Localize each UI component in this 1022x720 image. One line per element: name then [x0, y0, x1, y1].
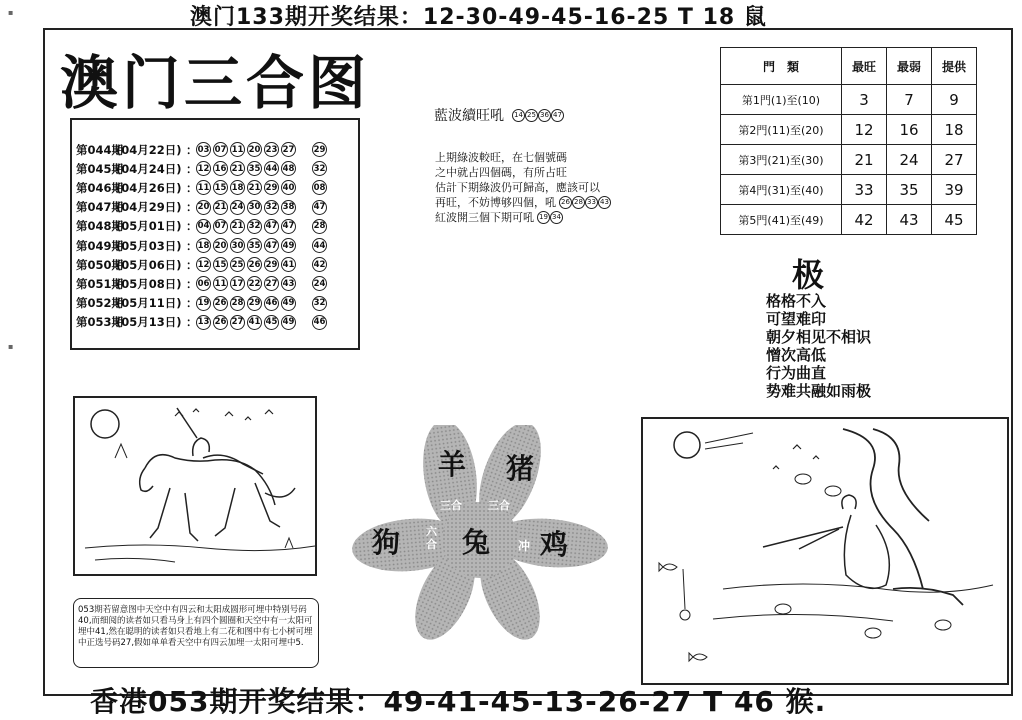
- number-ball: 25: [230, 257, 245, 272]
- special-number-ball: 32: [312, 161, 327, 176]
- poem-title: 极: [792, 256, 825, 294]
- history-period: 第053期: [76, 315, 124, 330]
- zone-range-cell: 第5門(41)至(49): [721, 205, 842, 235]
- sanhe-label: 三合: [440, 499, 462, 512]
- zone-range-cell: 第1門(1)至(10): [721, 85, 842, 115]
- birds-icon: [773, 445, 819, 469]
- history-numbers: [196, 315, 298, 330]
- zodiac-goat: 羊: [438, 448, 467, 481]
- scan-mark: ▪: [8, 342, 14, 351]
- number-ball: 48: [281, 161, 296, 176]
- number-ball: 22: [247, 276, 262, 291]
- number-ball: 14: [512, 109, 525, 122]
- number-ball: 20: [213, 238, 228, 253]
- sun-icon: [91, 410, 119, 438]
- zone-max-cell: 33: [842, 175, 887, 205]
- special-number-ball: 28: [312, 219, 327, 234]
- fisherman-drawing: [643, 419, 1007, 683]
- history-separator: ：: [186, 257, 198, 272]
- number-ball: 47: [264, 219, 279, 234]
- wave-title-text: 藍波續旺吼: [434, 108, 504, 124]
- number-ball: 21: [230, 219, 245, 234]
- history-date: (04月22日): [116, 142, 182, 157]
- history-row: [76, 140, 354, 159]
- horse-rider-drawing: [75, 398, 315, 574]
- history-row: [76, 274, 354, 293]
- history-separator: ：: [186, 296, 198, 311]
- rider-icon: [177, 408, 263, 474]
- zone-row: [721, 175, 977, 205]
- special-number-ball: 46: [312, 315, 327, 330]
- number-ball: 26: [213, 296, 228, 311]
- zone-offer-cell: 27: [932, 145, 977, 175]
- zone-offer-cell: 9: [932, 85, 977, 115]
- zone-range-cell: 第3門(21)至(30): [721, 145, 842, 175]
- wave-line: [435, 150, 611, 165]
- number-ball: 03: [196, 142, 211, 157]
- zone-header-cell: 提供: [932, 48, 977, 85]
- history-numbers: [196, 200, 298, 215]
- poem-lines: [766, 292, 871, 400]
- number-ball: 38: [281, 200, 296, 215]
- zone-row: [721, 145, 977, 175]
- fisherman-illustration: [641, 417, 1009, 685]
- poem-line: 格格不入: [766, 292, 827, 310]
- top-result-headline: 澳门133期开奖结果：12-30-49-45-16-25 T 18 鼠: [190, 5, 767, 30]
- poem-line: 行为曲直: [766, 364, 827, 382]
- history-date: (05月08日): [116, 276, 182, 291]
- liuhe-label: 六合: [426, 525, 437, 551]
- history-separator: ：: [186, 142, 198, 157]
- history-row: [76, 159, 354, 178]
- scan-mark: ▪: [8, 8, 14, 17]
- special-number-ball: 08: [312, 180, 327, 195]
- wave-title: [434, 105, 564, 125]
- number-ball: 27: [230, 315, 245, 330]
- number-ball: 26: [213, 315, 228, 330]
- number-ball: 18: [230, 180, 245, 195]
- number-ball: 29: [264, 180, 279, 195]
- history-date: (04月26日): [116, 180, 182, 195]
- history-numbers: [196, 219, 298, 234]
- poem-line: 可望难印: [766, 310, 827, 328]
- number-ball: 21: [213, 200, 228, 215]
- number-ball: 28: [572, 196, 585, 209]
- number-ball: 47: [551, 109, 564, 122]
- zodiac-flower: [350, 425, 610, 640]
- history-numbers: [196, 296, 298, 311]
- history-numbers: [196, 161, 298, 176]
- zone-max-cell: 3: [842, 85, 887, 115]
- number-ball: 26: [247, 257, 262, 272]
- history-period: 第051期: [76, 276, 124, 291]
- number-ball: 07: [213, 142, 228, 157]
- history-numbers: [196, 238, 298, 253]
- history-period: 第045期: [76, 161, 124, 176]
- number-ball: 15: [213, 257, 228, 272]
- history-period: 第047期: [76, 200, 124, 215]
- number-ball: 32: [247, 219, 262, 234]
- wave-line-text: 之中就占四個碼，有所占旺: [435, 166, 567, 179]
- zone-offer-cell: 45: [932, 205, 977, 235]
- history-period: 第049期: [76, 238, 124, 253]
- zone-max-cell: 42: [842, 205, 887, 235]
- special-number-ball: 42: [312, 257, 327, 272]
- history-date: (05月06日): [116, 257, 182, 272]
- number-ball: 24: [230, 200, 245, 215]
- zone-offer-cell: 39: [932, 175, 977, 205]
- chong-label: 冲: [518, 539, 531, 553]
- bottom-result-headline: 香港053期开奖结果：49-41-45-13-26-27 T 46 猴.: [90, 685, 827, 718]
- number-ball: 43: [281, 276, 296, 291]
- wave-line-text: 上期綠波較旺，在七個號碼: [435, 151, 567, 164]
- number-ball: 44: [264, 161, 279, 176]
- history-separator: ：: [186, 219, 198, 234]
- special-number-ball: 32: [312, 296, 327, 311]
- zone-table: [720, 47, 977, 235]
- number-ball: 40: [281, 180, 296, 195]
- special-number-ball: 24: [312, 276, 327, 291]
- history-date: (05月11日): [116, 296, 182, 311]
- zodiac-pig: 猪: [506, 452, 535, 485]
- number-ball: 19: [196, 296, 211, 311]
- zone-header-cell: 門 類: [721, 48, 842, 85]
- number-ball: 20: [196, 200, 211, 215]
- zone-min-cell: 35: [887, 175, 932, 205]
- number-ball: 47: [281, 219, 296, 234]
- birds-icon: [175, 409, 273, 420]
- number-ball: 23: [264, 142, 279, 157]
- zone-header-cell: 最旺: [842, 48, 887, 85]
- zone-offer-cell: 18: [932, 115, 977, 145]
- history-separator: ：: [186, 200, 198, 215]
- history-separator: ：: [186, 161, 198, 176]
- history-separator: ：: [186, 180, 198, 195]
- special-number-ball: 44: [312, 238, 327, 253]
- number-ball: 11: [196, 180, 211, 195]
- number-ball: 21: [230, 161, 245, 176]
- history-row: [76, 198, 354, 217]
- zodiac-rooster: 鸡: [540, 528, 569, 561]
- number-ball: 16: [213, 161, 228, 176]
- number-ball: 30: [247, 200, 262, 215]
- number-ball: 27: [264, 276, 279, 291]
- zone-header-cell: 最弱: [887, 48, 932, 85]
- zone-min-cell: 7: [887, 85, 932, 115]
- zone-range-cell: 第2門(11)至(20): [721, 115, 842, 145]
- zodiac-dog: 狗: [372, 526, 401, 559]
- number-ball: 13: [196, 315, 211, 330]
- zone-min-cell: 43: [887, 205, 932, 235]
- number-ball: 43: [598, 196, 611, 209]
- sun-icon: [674, 432, 700, 458]
- number-ball: 49: [281, 296, 296, 311]
- history-separator: ：: [186, 276, 198, 291]
- sun-rays-icon: [705, 433, 753, 449]
- number-ball: 28: [230, 296, 245, 311]
- number-ball: 11: [213, 276, 228, 291]
- number-ball: 04: [196, 219, 211, 234]
- number-ball: 35: [247, 238, 262, 253]
- wave-line: [435, 180, 611, 195]
- zone-row: [721, 115, 977, 145]
- poem-line: 朝夕相见不相识: [766, 328, 872, 346]
- poem-line: 憎次高低: [766, 346, 827, 364]
- number-ball: 30: [230, 238, 245, 253]
- horse-icon: [140, 455, 295, 541]
- history-numbers: [196, 276, 298, 291]
- number-ball: 34: [550, 211, 563, 224]
- zone-max-cell: 21: [842, 145, 887, 175]
- number-ball: 15: [213, 180, 228, 195]
- wave-line: [435, 165, 611, 180]
- wave-line: [435, 210, 611, 225]
- number-ball: 29: [264, 257, 279, 272]
- tree-icon: [843, 429, 963, 605]
- number-ball: 45: [264, 315, 279, 330]
- number-ball: 11: [230, 142, 245, 157]
- history-numbers: [196, 257, 298, 272]
- history-row: [76, 313, 354, 332]
- number-ball: 47: [264, 238, 279, 253]
- history-date: (04月29日): [116, 200, 182, 215]
- number-ball: 26: [559, 196, 572, 209]
- number-ball: 41: [281, 257, 296, 272]
- history-period: 第050期: [76, 257, 124, 272]
- wave-line-balls: [559, 196, 611, 209]
- history-date: (05月01日): [116, 219, 182, 234]
- number-ball: 29: [247, 296, 262, 311]
- riddle-box: 053期若留意图中天空中有四云和太阳成圆形可埋中特别号码40,而细阅的读者如只看马身上有四个圆圈和天空中有一太阳可埋中41,然在聪明的读者如只看地上有二花和图中有七小树可埋中正选号码27,假如单单看天空中有四云加埋一太阳可埋中5.: [73, 598, 319, 668]
- number-ball: 25: [525, 109, 538, 122]
- page-title: 澳门三合图: [60, 49, 371, 117]
- history-numbers: [196, 180, 298, 195]
- number-ball: 35: [247, 161, 262, 176]
- number-ball: 20: [247, 142, 262, 157]
- fisherman-icon: [763, 495, 889, 588]
- zone-range-cell: 第4門(31)至(40): [721, 175, 842, 205]
- history-table: [70, 118, 360, 350]
- zodiac-rabbit: 兔: [462, 526, 491, 559]
- sanhe-label: 三合: [488, 499, 510, 512]
- number-ball: 12: [196, 161, 211, 176]
- zone-row: [721, 205, 977, 235]
- number-ball: 49: [281, 238, 296, 253]
- history-period: 第052期: [76, 296, 124, 311]
- history-date: (05月03日): [116, 238, 182, 253]
- history-row: [76, 294, 354, 313]
- history-row: [76, 255, 354, 274]
- history-period: 第044期: [76, 142, 124, 157]
- number-ball: 36: [538, 109, 551, 122]
- special-number-ball: 47: [312, 200, 327, 215]
- wave-line-text: 估計下期綠波仍可歸高，應該可以: [435, 181, 600, 194]
- wave-line-balls: [537, 211, 563, 224]
- special-number-ball: 29: [312, 142, 327, 157]
- zone-row: [721, 85, 977, 115]
- history-period: 第048期: [76, 219, 124, 234]
- history-separator: ：: [186, 315, 198, 330]
- wave-line-text: 紅波開三個下期可吼: [435, 211, 534, 224]
- number-ball: 27: [281, 142, 296, 157]
- rider-illustration: [73, 396, 317, 576]
- wave-line-text: 再旺，不妨博够四個，吼: [435, 196, 556, 209]
- number-ball: 12: [196, 257, 211, 272]
- history-row: [76, 217, 354, 236]
- wave-title-balls: [512, 109, 564, 122]
- number-ball: 21: [247, 180, 262, 195]
- zone-min-cell: 16: [887, 115, 932, 145]
- history-date: (04月24日): [116, 161, 182, 176]
- wave-analysis-text: [435, 150, 611, 225]
- float-icon: [680, 610, 690, 620]
- history-date: (05月13日): [116, 315, 182, 330]
- number-ball: 46: [264, 296, 279, 311]
- zone-min-cell: 24: [887, 145, 932, 175]
- poem-line: 势难共融如雨极: [766, 382, 872, 400]
- history-numbers: [196, 142, 298, 157]
- riverbank-icon: [713, 474, 993, 638]
- number-ball: 07: [213, 219, 228, 234]
- number-ball: 33: [585, 196, 598, 209]
- history-separator: ：: [186, 238, 198, 253]
- number-ball: 06: [196, 276, 211, 291]
- zone-max-cell: 12: [842, 115, 887, 145]
- number-ball: 49: [281, 315, 296, 330]
- history-row: [76, 178, 354, 197]
- number-ball: 17: [230, 276, 245, 291]
- number-ball: 18: [196, 238, 211, 253]
- history-row: [76, 236, 354, 255]
- number-ball: 41: [247, 315, 262, 330]
- number-ball: 19: [537, 211, 550, 224]
- wave-line: [435, 195, 611, 210]
- fishing-line-icon: [683, 569, 685, 609]
- history-period: 第046期: [76, 180, 124, 195]
- number-ball: 32: [264, 200, 279, 215]
